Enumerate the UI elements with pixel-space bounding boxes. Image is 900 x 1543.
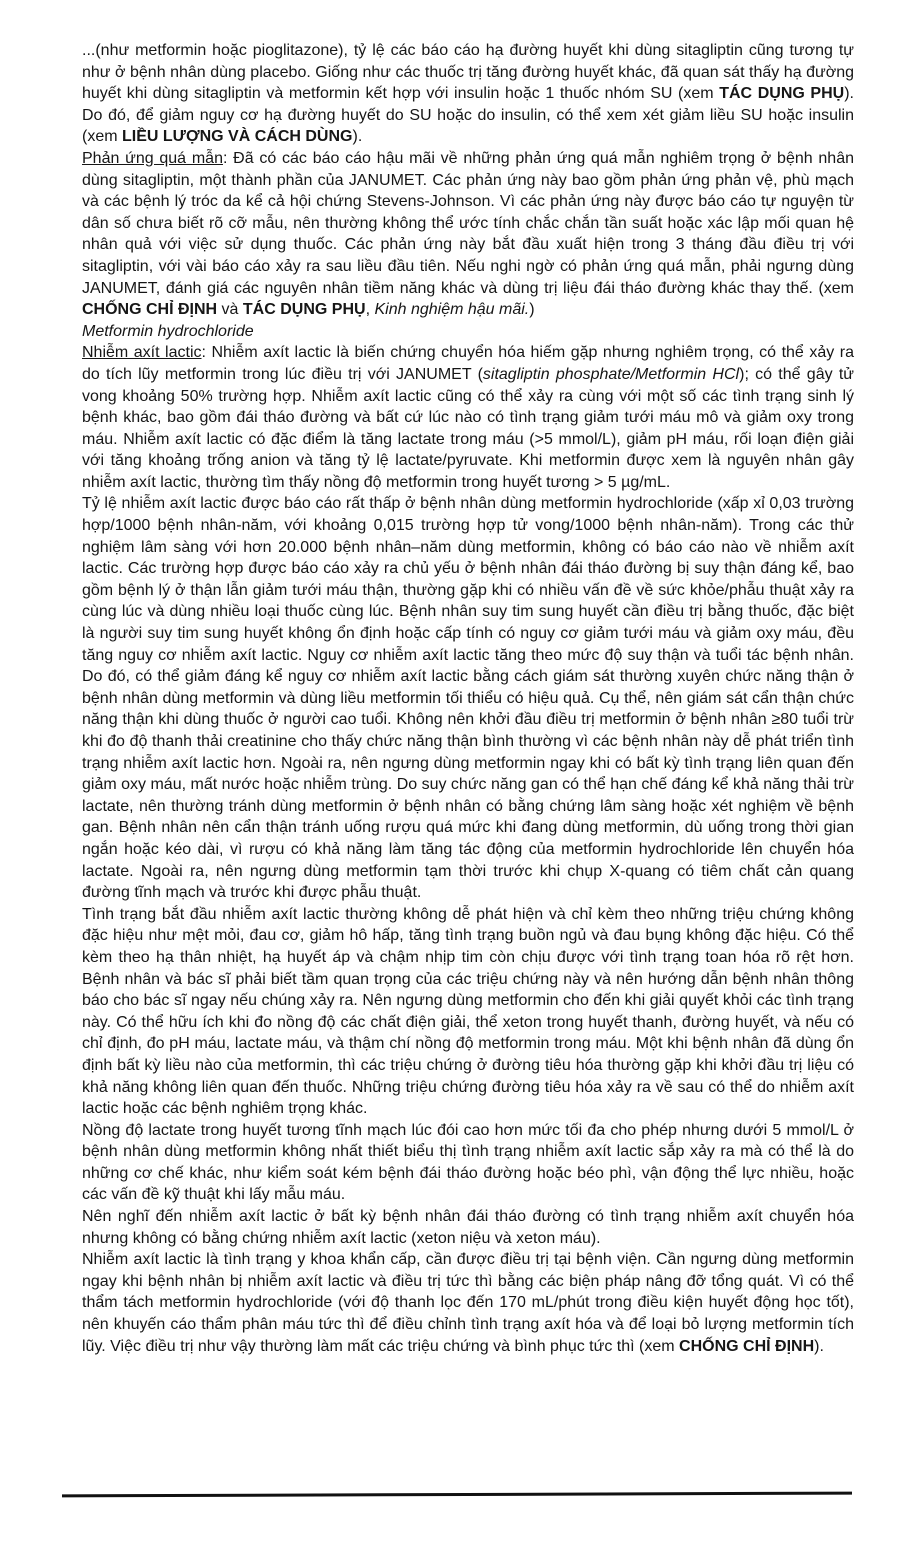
text-run: ). Do đó, để giảm nguy cơ hạ đường huyết do SU hoặc do insulin, có thể xem xét giảm liều SU hoặc insulin (xem (82, 85, 854, 146)
paragraph-lactic-acidosis (82, 342, 854, 493)
paragraph-consider-acidosis (82, 1206, 854, 1249)
text-run: ); có thể gây tử vong khoảng 50% trường hợp. Nhiễm axít lactic cũng có thể xảy ra cùng với một số các tình trạng sinh lý bệnh khác, bao gồm đái tháo đường và bất cứ lúc nào có tình trạng giảm tưới máu mô và giảm oxy trong máu. Nhiễm axít lactic có đặc điểm là tăng lactate trong máu (>5 mmol/L), giảm pH máu, rối loạn điện giải với tăng khoảng trống anion và tăng tỷ lệ lactate/pyruvate. Khi metformin được xem là nguyên nhân gây nhiễm axít lactic, thường tìm thấy nồng độ metformin trong huyết tương > 5 µg/mL. (82, 365, 855, 491)
section-title: Metformin hydrochloride (82, 322, 254, 340)
paragraph-symptoms (82, 904, 854, 1120)
subsection-heading: Phản ứng quá mẫn (82, 149, 223, 167)
paragraph-treatment (82, 1249, 854, 1357)
cross-reference-adverse-effects: TÁC DỤNG PHỤ (719, 85, 845, 103)
text-run: Nồng độ lactate trong huyết tương tĩnh mạch lúc đói cao hơn mức tối đa cho phép nhưng dưới 5 mmol/L ở bệnh nhân dùng metformin không nhất thiết biểu thị tình trạng nhiễm axít lactic sắp xảy ra mà có thể là do những cơ chế khác, như kiểm soát kém bệnh đái tháo đường hoặc béo phì, vận động thể lực nhiều, hoặc các vấn đề kỹ thuật khi lấy mẫu máu. (82, 1121, 854, 1204)
text-run: ). (352, 128, 363, 146)
paragraph-hypoglycemia (82, 40, 854, 148)
text-run: Tình trạng bắt đầu nhiễm axít lactic thường không dễ phát hiện và chỉ kèm theo những triệu chứng không đặc hiệu như mệt mỏi, đau cơ, giảm hô hấp, tăng tình trạng buồn ngủ và đau bụng không đặc hiệu. Có thể kèm theo hạ thân nhiệt, hạ huyết áp và chậm nhịp tim còn chịu được với tình trạng toan hóa rõ rệt hơn. Bệnh nhân và bác sĩ phải biết tầm quan trọng của các triệu chứng này và nên hướng dẫn bệnh nhân thông báo cho bác sĩ ngay nếu chúng xảy ra. Nên ngưng dùng metformin cho đến khi giải quyết khỏi các tình trạng này. Có thể hữu ích khi đo nồng độ các chất điện giải, thể xeton trong huyết thanh, đường huyết, và nếu có chỉ định, đo pH máu, lactate máu, và thậm chí nồng độ metformin trong máu. Một khi bệnh nhân đã dùng ổn định bất kỳ liều nào của metformin, thì các triệu chứng ở đường tiêu hóa thường gặp khi khởi đầu trị liệu có khả năng không liên quan đến thuốc. Những triệu chứng đường tiêu hóa xảy ra về sau có thể do nhiễm axít lactic hoặc các bệnh nghiêm trọng khác. (82, 905, 854, 1118)
text-run: Nhiễm axít lactic là tình trạng y khoa khẩn cấp, cần được điều trị tại bệnh viện. Cần ngưng dùng metformin ngay khi bệnh nhân bị nhiễm axít lactic và điều trị tức thì bằng các biện pháp nâng đỡ tổng quát. Vì có thể thẩm tách metformin hydrochloride (với độ thanh lọc đến 170 mL/phút trong điều kiện huyết động học tốt), nên khuyến cáo thẩm phân máu tức thì để điều chỉnh tình trạng axít hóa và để loại bỏ lượng metformin tích lũy. Việc điều trị như vậy thường làm mất các triệu chứng và bình phục tức thì (xem (82, 1251, 854, 1355)
document-page (82, 40, 854, 1357)
cross-reference-adverse-effects: TÁC DỤNG PHỤ (242, 301, 366, 319)
cross-reference-postmarketing: Kinh nghiệm hậu mãi. (374, 301, 530, 319)
text-run: , (365, 301, 375, 319)
subsection-heading: Nhiễm axít lactic (82, 344, 202, 362)
text-run: : Đã có các báo cáo hậu mãi về những phản ứng quá mẫn nghiêm trọng ở bệnh nhân dùng sitagliptin, một thành phần của JANUMET. Các phản ứng này bao gồm phản ứng phản vệ, phù mạch và các bệnh lý tróc da kể cả hội chứng Stevens-Johnson. Vì các phản ứng này được báo cáo tự nguyện từ dân số chưa biết rõ cỡ mẫu, nên thường không thể ước tính chắc chắn tần suất hoặc xác lập mối quan hệ nhân quả với việc sử dụng thuốc. Các phản ứng này bắt đầu xuất hiện trong 3 tháng đầu điều trị với sitagliptin, với vài báo cáo xảy ra sau liều đầu tiên. Nếu nghi ngờ có phản ứng quá mẫn, phải ngưng dùng JANUMET, đánh giá các nguyên nhân tiềm năng khác và dùng trị liệu đái tháo đường khác thay thế. (xem (82, 149, 854, 297)
cross-reference-contraindications: CHỐNG CHỈ ĐỊNH (679, 1337, 815, 1355)
end-rule (62, 1492, 852, 1498)
paragraph-incidence (82, 493, 854, 903)
text-run: ...(như metformin hoặc pioglitazone), tỷ lệ các báo cáo hạ đường huyết khi dùng sitagliptin cũng tương tự như ở bệnh nhân dùng placebo. Giống như các thuốc trị tăng đường huyết khác, đã quan sát thấy hạ đường huyết khi dùng sitagliptin và metformin kết hợp với insulin hoặc 1 thuốc nhóm SU (xem (82, 42, 854, 103)
cross-reference-dosage: LIỀU LƯỢNG VÀ CÁCH DÙNG (122, 128, 353, 146)
text-run: ). (814, 1337, 824, 1355)
text-run: Nên nghĩ đến nhiễm axít lactic ở bất kỳ bệnh nhân đái tháo đường có tình trạng nhiễm axít chuyển hóa nhưng không có bằng chứng nhiễm axít lactic (xeton niệu và xeton máu). (82, 1208, 854, 1247)
paragraph-hypersensitivity (82, 148, 854, 321)
paragraph-lactate-levels (82, 1120, 854, 1206)
text-run: : Nhiễm axít lactic là biến chứng chuyển hóa hiếm gặp nhưng nghiêm trọng, có thể xảy ra do tích lũy metformin trong lúc điều trị với JANUMET ( (82, 344, 854, 383)
cross-reference-contraindications: CHỐNG CHỈ ĐỊNH (82, 301, 218, 319)
text-run: ) (529, 301, 535, 319)
drug-name: sitagliptin phosphate/Metformin HCl (482, 365, 740, 383)
text-run: và (217, 301, 243, 319)
text-run: Tỷ lệ nhiễm axít lactic được báo cáo rất thấp ở bệnh nhân dùng metformin hydrochloride (xấp xỉ 0,03 trường hợp/1000 bệnh nhân-năm, với khoảng 0,015 trường hợp tử vong/1000 bệnh nhân-năm). Trong các thử nghiệm lâm sàng với hơn 20.000 bệnh nhân–năm dùng metformin, không có báo cáo nào về nhiễm axít lactic. Các trường hợp được báo cáo xảy ra chủ yếu ở bệnh nhân đái tháo đường bị suy thận đáng kể, bao gồm bệnh lý ở thận lẫn giảm tưới máu thận, thường gặp khi có nhiều vấn đề về sức khỏe/phẫu thuật xảy ra cùng lúc và dùng nhiều loại thuốc cùng lúc. Bệnh nhân suy tim sung huyết cần điều trị bằng thuốc, đặc biệt là người suy tim sung huyết không ổn định hoặc cấp tính có nguy cơ giảm tưới máu và giảm oxy máu, đều tăng nguy cơ nhiễm axít lactic. Nguy cơ nhiễm axít lactic tăng theo mức độ suy thận và tuổi tác bệnh nhân. Do đó, có thể giảm đáng kể nguy cơ nhiễm axít lactic bằng cách giám sát thường xuyên chức năng thận ở bệnh nhân dùng metformin và dùng liều metformin tối thiểu có hiệu quả. Cụ thể, nên giám sát cẩn thận chức năng thận khi dùng thuốc ở người cao tuổi. Không nên khởi đầu điều trị metformin ở bệnh nhân ≥80 tuổi trừ khi đo độ thanh thải creatinine cho thấy chức năng thận bình thường vì các bệnh nhân này dễ phát triển tình trạng nhiễm axít lactic hơn. Ngoài ra, nên ngưng dùng metformin ngay khi có bất kỳ tình trạng liên quan đến giảm oxy máu, mất nước hoặc nhiễm trùng. Do suy chức năng gan có thể hạn chế đáng kể khả năng thải trừ lactate, nên thường tránh dùng metformin ở bệnh nhân có bằng chứng lâm sàng hoặc xét nghiệm về bệnh gan. Bệnh nhân nên cẩn thận tránh uống rượu quá mức khi đang dùng metformin, dù uống trong thời gian ngắn hoặc kéo dài, vì rượu có khả năng làm tăng tác động của metformin hydrochloride lên chuyển hóa lactate. Ngoài ra, nên ngưng dùng metformin tạm thời trước khi chụp X-quang có tiêm chất cản quang đường tĩnh mạch và trước khi được phẫu thuật. (82, 495, 854, 902)
